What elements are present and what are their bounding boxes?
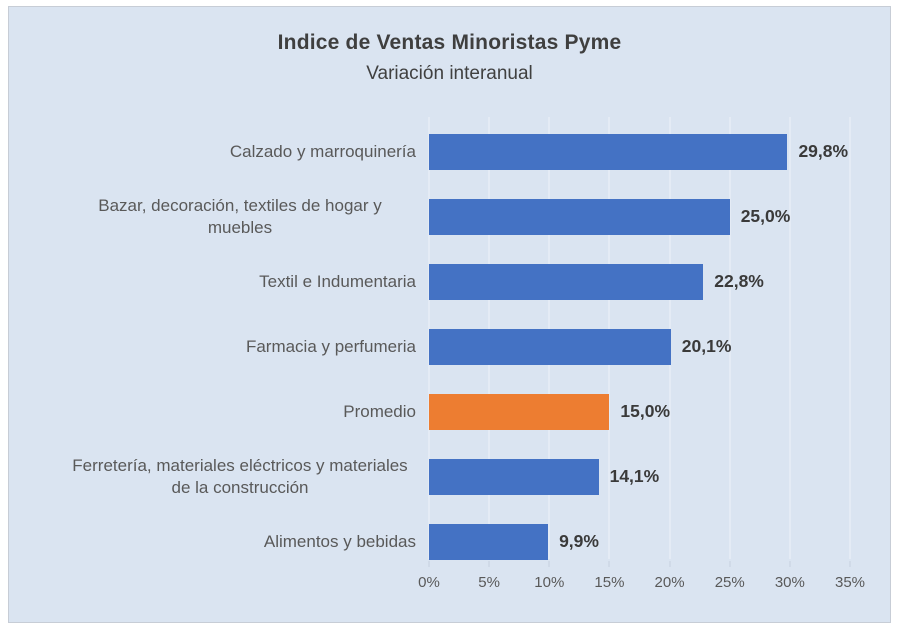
category-label: Ferretería, materiales eléctricos y materiales de la construcción (72, 456, 408, 497)
category-label: Bazar, decoración, textiles de hogar y muebles (98, 196, 382, 237)
x-axis (418, 561, 866, 601)
bar (429, 524, 548, 560)
axis-tick-label: 25% (714, 574, 745, 591)
chart-row (9, 184, 850, 249)
axis-tick-label: 0% (418, 574, 440, 591)
axis-tick-mark (669, 561, 670, 567)
rows (9, 119, 850, 574)
chart-row (9, 444, 850, 509)
chart-subtitle: Variación interanual (366, 63, 533, 84)
bar (429, 329, 671, 365)
category-label: Textil e Indumentaria (259, 271, 416, 291)
category-cell (9, 401, 429, 422)
category-cell (9, 271, 429, 292)
axis-tick-label: 30% (774, 574, 805, 591)
axis-tick-mark (850, 561, 851, 567)
axis-tick-label: 10% (534, 574, 565, 591)
chart-panel (8, 6, 891, 623)
category-label: Promedio (343, 401, 416, 421)
bar-highlight (429, 394, 609, 430)
axis-tick-label: 20% (654, 574, 685, 591)
bar-track (429, 524, 850, 560)
bar (429, 459, 599, 495)
category-cell (9, 455, 429, 498)
axis-tick-mark (729, 561, 730, 567)
value-label: 22,8% (714, 270, 764, 291)
chart-row (9, 314, 850, 379)
bar-track (429, 134, 850, 170)
axis-tick-mark (609, 561, 610, 567)
axis-tick-label: 35% (834, 574, 866, 591)
chart-row (9, 249, 850, 314)
category-label: Calzado y marroquinería (229, 141, 416, 161)
category-cell (9, 531, 429, 552)
value-label: 15,0% (620, 400, 671, 421)
axis-tick-label: 5% (478, 574, 500, 591)
bar-track (429, 264, 850, 300)
axis-tick-mark (789, 561, 790, 567)
bar-track (429, 199, 850, 235)
category-cell (9, 336, 429, 357)
bar (429, 264, 703, 300)
bar (429, 134, 787, 170)
bar-track (429, 394, 850, 430)
chart-row (9, 379, 850, 444)
chart-row (9, 119, 850, 184)
axis-tick-label: 15% (594, 574, 625, 591)
axis-tick-mark (549, 561, 550, 567)
value-label: 9,9% (559, 530, 599, 551)
value-label: 20,1% (681, 335, 732, 356)
category-cell (9, 195, 429, 238)
category-label: Alimentos y bebidas (263, 531, 416, 551)
bar-track (429, 329, 850, 365)
category-label: Farmacia y perfumeria (245, 336, 416, 356)
bar-track (429, 459, 850, 495)
axis-tick-mark (489, 561, 490, 567)
value-label: 25,0% (740, 205, 791, 226)
chart-title: Indice de Ventas Minoristas Pyme (277, 31, 622, 54)
bar (429, 199, 730, 235)
value-label: 29,8% (798, 140, 849, 161)
axis-tick-mark (429, 561, 430, 567)
category-cell (9, 141, 429, 162)
value-label: 14,1% (609, 465, 660, 486)
